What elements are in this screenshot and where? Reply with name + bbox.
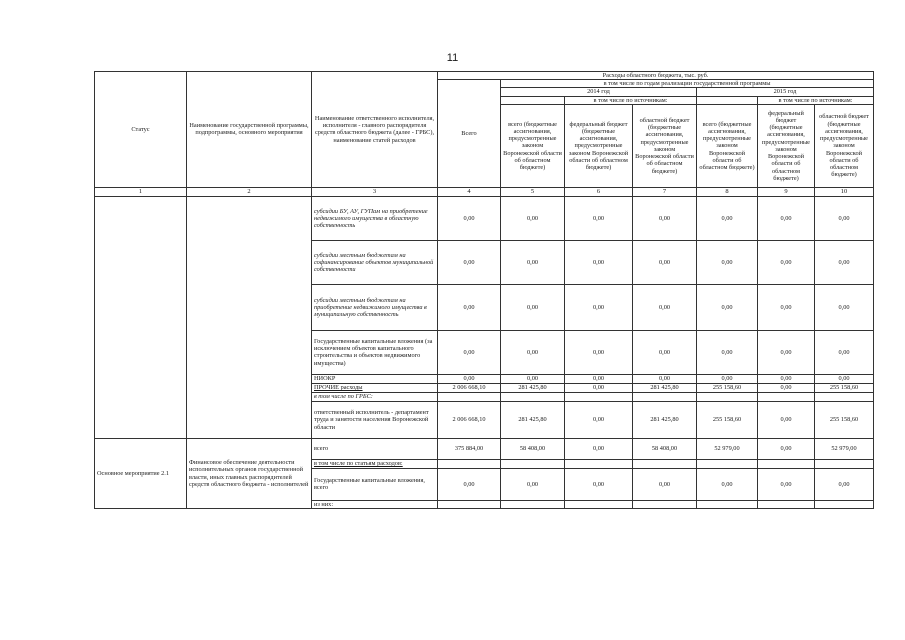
row-value: 0,00	[758, 401, 815, 438]
column-number: 8	[697, 187, 758, 196]
header-by-sources-2014: в том числе по источникам:	[565, 96, 697, 104]
event-total-value: 0,00	[758, 438, 815, 459]
row-value: 281 425,80	[501, 401, 565, 438]
event-name: Финансовое обеспечение деятельности исполнительных органов государственной власти, иных главных распорядителей средств областного бюджета - исполнителей	[187, 438, 312, 508]
row-value: 0,00	[565, 196, 633, 240]
row-value: 0,00	[501, 284, 565, 330]
event-total-value: 58 408,00	[501, 438, 565, 459]
row-label: Государственные капитальные вложения (за исключением объектов капитального строительства и объектов недвижимого имущества)	[312, 330, 438, 374]
row-value: 0,00	[697, 374, 758, 383]
event-capital-value: 0,00	[815, 468, 874, 500]
row-value: 0,00	[438, 240, 501, 284]
row-value: 2 006 668,10	[438, 383, 501, 392]
event-by-articles: в том числе по статьям расходов:	[312, 459, 438, 468]
column-number: 6	[565, 187, 633, 196]
event-capital-value: 0,00	[697, 468, 758, 500]
row-label: субсидии местным бюджетам на приобретение недвижимого имущества в муниципальную собственность	[312, 284, 438, 330]
row-value: 0,00	[758, 240, 815, 284]
table-row	[95, 438, 874, 459]
row-value: 0,00	[565, 284, 633, 330]
row-value: 281 425,80	[633, 383, 697, 392]
row-value: 0,00	[815, 240, 874, 284]
event-capital-value: 0,00	[633, 468, 697, 500]
row-value: 0,00	[438, 374, 501, 383]
column-numbers-row	[95, 187, 874, 196]
event-status: Основное мероприятие 2.1	[95, 438, 187, 508]
event-total-value: 0,00	[565, 438, 633, 459]
row-value: 0,00	[565, 240, 633, 284]
header-col-federal-2015: федеральный бюджет (бюджетные ассигнования, предусмотренные законом Воронежской области об областном бюджете)	[758, 104, 815, 187]
header-col-regional-2014: областной бюджет (бюджетные ассигнования, предусмотренные законом Воронежской области об областном бюджете)	[633, 104, 697, 187]
row-value: 255 158,60	[815, 383, 874, 392]
header-total: Всего	[438, 80, 501, 188]
row-value: 2 006 668,10	[438, 401, 501, 438]
header-status: Статус	[95, 72, 187, 188]
event-capital-value: 0,00	[438, 468, 501, 500]
row-value: 0,00	[565, 374, 633, 383]
row-value: 0,00	[758, 284, 815, 330]
event-of-them: из них:	[312, 500, 438, 508]
row-value: 0,00	[501, 374, 565, 383]
header-col-regional-2015: областной бюджет (бюджетные ассигнования, предусмотренные законом Воронежской области об областном бюджете)	[815, 104, 874, 187]
row-value: 0,00	[633, 284, 697, 330]
header-col-all-2015: всего (бюджетные ассигнования, предусмотренные законом Воронежской области об областном бюджете)	[697, 104, 758, 187]
column-number: 9	[758, 187, 815, 196]
row-value: 0,00	[501, 240, 565, 284]
row-value: 0,00	[633, 240, 697, 284]
row-value: 0,00	[697, 330, 758, 374]
header-by-sources-2015: в том числе по источникам:	[758, 96, 874, 104]
header-program-name: Наименование государственной программы, подпрограммы, основного мероприятия	[187, 72, 312, 188]
row-value: 0,00	[758, 383, 815, 392]
row-value: 0,00	[815, 284, 874, 330]
column-number: 7	[633, 187, 697, 196]
row-value: 255 158,60	[697, 401, 758, 438]
row-value: 0,00	[501, 196, 565, 240]
row-label: ПРОЧИЕ расходы	[312, 383, 438, 392]
row-value: 0,00	[697, 196, 758, 240]
row-value: 0,00	[758, 196, 815, 240]
row-value: 0,00	[565, 401, 633, 438]
row-value: 0,00	[815, 196, 874, 240]
header-col-all-2014: всего (бюджетные ассигнования, предусмотренные законом Воронежской области об областном бюджете)	[501, 104, 565, 187]
header-executor: Наименование ответственного исполнителя, исполнителя - главного распорядителя средств областного бюджета (далее - ГРБС), наименование статей расходов	[312, 72, 438, 188]
header-year-2015: 2015 год	[697, 88, 874, 96]
column-number: 4	[438, 187, 501, 196]
column-number: 5	[501, 187, 565, 196]
row-value: 0,00	[438, 196, 501, 240]
row-value: 0,00	[697, 284, 758, 330]
header-by-years: в том числе по годам реализации государственной программы	[501, 80, 874, 88]
event-total-label: всего	[312, 438, 438, 459]
row-label: ответственный исполнитель - департамент труда и занятости населения Воронежской области	[312, 401, 438, 438]
event-capital-value: 0,00	[501, 468, 565, 500]
event-total-value: 58 408,00	[633, 438, 697, 459]
row-value: 0,00	[697, 240, 758, 284]
column-number: 10	[815, 187, 874, 196]
column-number: 3	[312, 187, 438, 196]
row-value: 255 158,60	[815, 401, 874, 438]
program-cell-empty	[187, 196, 312, 438]
status-cell-empty	[95, 196, 187, 438]
row-value: 0,00	[501, 330, 565, 374]
table-row	[95, 196, 874, 240]
row-value: 0,00	[758, 330, 815, 374]
budget-table	[94, 71, 874, 509]
row-value: 0,00	[438, 330, 501, 374]
event-capital-label: Государственные капитальные вложения, всего	[312, 468, 438, 500]
header-year-2014: 2014 год	[501, 88, 697, 96]
event-total-value: 375 884,00	[438, 438, 501, 459]
event-capital-value: 0,00	[758, 468, 815, 500]
event-total-value: 52 979,00	[815, 438, 874, 459]
row-value: 0,00	[758, 374, 815, 383]
row-value: 0,00	[633, 330, 697, 374]
row-label: субсидии местным бюджетам на софинансирование объектов муниципальной собственности	[312, 240, 438, 284]
header-expenses-title: Расходы областного бюджета, тыс. руб.	[438, 72, 874, 80]
row-value: 0,00	[633, 374, 697, 383]
page-number: 11	[446, 52, 459, 64]
event-capital-value: 0,00	[565, 468, 633, 500]
row-value: 0,00	[565, 383, 633, 392]
row-value: 281 425,80	[501, 383, 565, 392]
row-value: 0,00	[633, 196, 697, 240]
row-value: 0,00	[815, 330, 874, 374]
event-total-value: 52 979,00	[697, 438, 758, 459]
column-number: 1	[95, 187, 187, 196]
row-value: 0,00	[565, 330, 633, 374]
row-value: 0,00	[815, 374, 874, 383]
row-label: субсидии БУ, АУ, ГУПам на приобретение недвижимого имущества в областную собственность	[312, 196, 438, 240]
row-label: НИОКР	[312, 374, 438, 383]
row-value: 255 158,60	[697, 383, 758, 392]
header-col-federal-2014: федеральный бюджет (бюджетные ассигнования, предусмотренные законом Воронежской области об областном бюджете)	[565, 104, 633, 187]
row-label: в том числе по ГРБС:	[312, 392, 438, 401]
row-value: 281 425,80	[633, 401, 697, 438]
row-value: 0,00	[438, 284, 501, 330]
column-number: 2	[187, 187, 312, 196]
